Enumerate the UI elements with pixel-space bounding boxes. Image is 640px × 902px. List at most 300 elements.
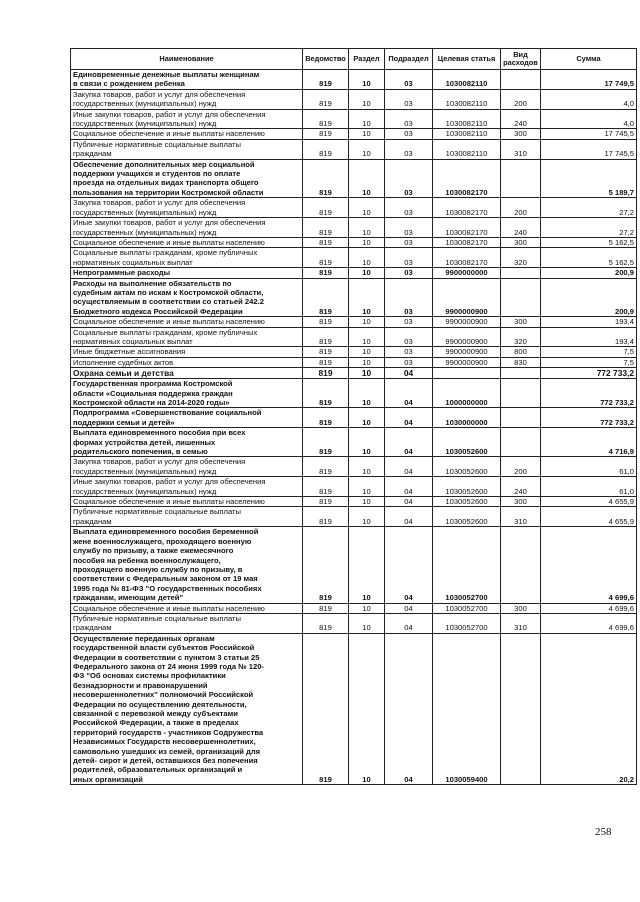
cell-vid: 300 xyxy=(501,237,541,247)
cell-razdel: 10 xyxy=(349,457,385,477)
cell-summa: 4 655,9 xyxy=(541,497,637,507)
cell-vid xyxy=(501,408,541,428)
cell-razdel: 10 xyxy=(349,327,385,347)
cell-razdel: 10 xyxy=(349,368,385,379)
cell-name xyxy=(71,237,303,247)
cell-statya: 1030082170 xyxy=(433,159,501,198)
cell-summa: 4 699,6 xyxy=(541,613,637,633)
cell-vedomstvo: 819 xyxy=(303,507,349,527)
cell-summa: 4 699,6 xyxy=(541,527,637,603)
cell-vid xyxy=(501,278,541,317)
cell-razdel: 10 xyxy=(349,317,385,327)
cell-vedomstvo: 819 xyxy=(303,70,349,90)
cell-name-line: 1995 года № 81-ФЗ "О государственных пособиях xyxy=(73,583,262,593)
cell-name-line: Исполнение судебных актов xyxy=(73,357,174,367)
table-row xyxy=(71,507,637,527)
cell-name xyxy=(71,268,303,278)
cell-name-line: Российской Федерации, а также в пределах xyxy=(73,718,239,728)
cell-name-line: Государственная программа Костромской xyxy=(73,379,233,389)
cell-name xyxy=(71,379,303,408)
table-row xyxy=(71,527,637,603)
cell-summa: 5 162,5 xyxy=(541,237,637,247)
cell-name xyxy=(71,198,303,218)
cell-name-line: Закупка товаров, работ и услуг для обеспечения xyxy=(73,198,246,208)
cell-statya: 1030082170 xyxy=(433,198,501,218)
cell-podrazdel: 03 xyxy=(385,327,433,347)
page-number: 258 xyxy=(595,826,612,838)
col-header-razdel: Раздел xyxy=(349,49,385,70)
cell-statya: 9900000900 xyxy=(433,278,501,317)
cell-vid: 300 xyxy=(501,317,541,327)
col-header-vedomstvo: Ведомство xyxy=(303,49,349,70)
table-row xyxy=(71,633,637,785)
cell-statya: 1030052700 xyxy=(433,603,501,613)
cell-vedomstvo: 819 xyxy=(303,357,349,367)
cell-name xyxy=(71,218,303,238)
cell-vedomstvo: 819 xyxy=(303,603,349,613)
cell-name xyxy=(71,89,303,109)
cell-podrazdel: 04 xyxy=(385,507,433,527)
cell-name xyxy=(71,368,303,379)
cell-name xyxy=(71,70,303,90)
cell-name-line: судебным актам по искам к Костромской области, xyxy=(73,287,264,297)
cell-name-line: гражданам xyxy=(73,623,112,633)
cell-vedomstvo: 819 xyxy=(303,317,349,327)
table-header-row xyxy=(71,49,637,70)
cell-name-line: гражданам xyxy=(73,149,112,159)
cell-vedomstvo: 819 xyxy=(303,218,349,238)
cell-name xyxy=(71,327,303,347)
cell-name-line: пособия на ребенка военнослужащего, xyxy=(73,555,221,565)
cell-vid xyxy=(501,159,541,198)
cell-vid: 300 xyxy=(501,497,541,507)
table-row xyxy=(71,428,637,457)
cell-statya: 1030052600 xyxy=(433,457,501,477)
cell-name-line: службу по призыву, а также ежемесячного xyxy=(73,546,234,556)
cell-summa: 17 749,5 xyxy=(541,70,637,90)
cell-name-line: нормативных социальных выплат xyxy=(73,257,193,267)
cell-razdel: 10 xyxy=(349,497,385,507)
table-body xyxy=(71,70,637,785)
cell-razdel: 10 xyxy=(349,347,385,357)
cell-podrazdel: 03 xyxy=(385,129,433,139)
table-row xyxy=(71,248,637,268)
cell-vedomstvo: 819 xyxy=(303,379,349,408)
cell-razdel: 10 xyxy=(349,159,385,198)
cell-vid: 320 xyxy=(501,248,541,268)
cell-razdel: 10 xyxy=(349,603,385,613)
cell-summa: 5 162,5 xyxy=(541,248,637,268)
cell-razdel: 10 xyxy=(349,428,385,457)
cell-vid: 240 xyxy=(501,218,541,238)
cell-statya: 1030082110 xyxy=(433,139,501,159)
table-row xyxy=(71,408,637,428)
cell-name-line: в связи с рождением ребенка xyxy=(73,79,185,89)
cell-name-line: государственных (муниципальных) нужд xyxy=(73,466,217,476)
cell-statya: 1030000000 xyxy=(433,408,501,428)
cell-name-line: проезда на отдельных видах транспорта общего xyxy=(73,178,259,188)
cell-summa: 20,2 xyxy=(541,633,637,785)
cell-summa: 193,4 xyxy=(541,327,637,347)
cell-podrazdel: 03 xyxy=(385,218,433,238)
cell-razdel: 10 xyxy=(349,408,385,428)
cell-name-line: Иные закупки товаров, работ и услуг для обеспечения xyxy=(73,477,266,487)
table-row xyxy=(71,218,637,238)
cell-vedomstvo: 819 xyxy=(303,278,349,317)
cell-name xyxy=(71,527,303,603)
cell-name-line: гражданам, имеющим детей" xyxy=(73,593,184,603)
cell-vid xyxy=(501,70,541,90)
cell-podrazdel: 04 xyxy=(385,613,433,633)
cell-vid: 240 xyxy=(501,109,541,129)
cell-vid xyxy=(501,633,541,785)
table-row xyxy=(71,109,637,129)
cell-vid: 200 xyxy=(501,457,541,477)
cell-name-line: государственных (муниципальных) нужд xyxy=(73,207,217,217)
table-row xyxy=(71,159,637,198)
cell-summa: 772 733,2 xyxy=(541,379,637,408)
cell-name xyxy=(71,159,303,198)
cell-summa: 4 716,9 xyxy=(541,428,637,457)
cell-summa: 17 745,5 xyxy=(541,129,637,139)
cell-razdel: 10 xyxy=(349,477,385,497)
cell-vedomstvo: 819 xyxy=(303,129,349,139)
cell-name-line: государственных (муниципальных) нужд xyxy=(73,119,217,129)
cell-podrazdel: 04 xyxy=(385,497,433,507)
cell-name xyxy=(71,497,303,507)
cell-statya: 1030082170 xyxy=(433,248,501,268)
cell-summa: 200,9 xyxy=(541,268,637,278)
cell-name-line: формах устройства детей, лишенных xyxy=(73,437,216,447)
cell-name-line: нормативных социальных выплат xyxy=(73,336,193,346)
cell-vedomstvo: 819 xyxy=(303,268,349,278)
col-header-name: Наименование xyxy=(71,49,303,70)
cell-name xyxy=(71,633,303,785)
cell-statya: 1030082110 xyxy=(433,129,501,139)
cell-podrazdel: 04 xyxy=(385,457,433,477)
cell-razdel: 10 xyxy=(349,379,385,408)
cell-name-line: Федерации в соответствии с пунктом 3 статьи 25 xyxy=(73,652,260,662)
cell-podrazdel: 03 xyxy=(385,70,433,90)
col-header-podrazdel: Подраздел xyxy=(385,49,433,70)
cell-podrazdel: 03 xyxy=(385,347,433,357)
cell-statya: 1030082110 xyxy=(433,70,501,90)
cell-vedomstvo: 819 xyxy=(303,527,349,603)
cell-vedomstvo: 819 xyxy=(303,327,349,347)
cell-name xyxy=(71,613,303,633)
cell-name xyxy=(71,248,303,268)
cell-name-line: иных организаций xyxy=(73,774,143,784)
cell-vedomstvo: 819 xyxy=(303,89,349,109)
cell-name-line: жене военнослужащего, проходящего военную xyxy=(73,536,252,546)
cell-name-line: гражданам xyxy=(73,516,112,526)
cell-statya: 1030082110 xyxy=(433,109,501,129)
cell-name xyxy=(71,109,303,129)
cell-vedomstvo: 819 xyxy=(303,408,349,428)
cell-vid: 200 xyxy=(501,89,541,109)
cell-name-line: Публичные нормативные социальные выплаты xyxy=(73,507,241,517)
cell-name-line: проходящего военную службу по призыву, в xyxy=(73,564,243,574)
cell-statya: 1030052600 xyxy=(433,477,501,497)
cell-name-line: связанной с перевозкой между субъектами xyxy=(73,709,238,718)
cell-summa: 772 733,2 xyxy=(541,368,637,379)
budget-table xyxy=(70,48,637,785)
cell-name xyxy=(71,278,303,317)
table-row xyxy=(71,237,637,247)
cell-podrazdel: 03 xyxy=(385,139,433,159)
cell-name-line: Независимых Государств несовершеннолетних, xyxy=(73,737,256,747)
cell-statya: 1000000000 xyxy=(433,379,501,408)
cell-vid: 200 xyxy=(501,198,541,218)
cell-vedomstvo: 819 xyxy=(303,613,349,633)
col-header-vid: Вид расходов xyxy=(501,49,541,70)
cell-name-line: Иные бюджетные ассигнования xyxy=(73,347,186,357)
cell-name-line: Социальное обеспечение и иные выплаты населению xyxy=(73,129,265,139)
cell-podrazdel: 03 xyxy=(385,109,433,129)
cell-podrazdel: 03 xyxy=(385,317,433,327)
cell-vedomstvo: 819 xyxy=(303,159,349,198)
cell-vid: 240 xyxy=(501,477,541,497)
cell-name-line: Выплата единовременного пособия при всех xyxy=(73,428,246,438)
cell-razdel: 10 xyxy=(349,633,385,785)
cell-razdel: 10 xyxy=(349,613,385,633)
cell-name-line: государственных (муниципальных) нужд xyxy=(73,227,217,237)
cell-name xyxy=(71,507,303,527)
cell-name xyxy=(71,428,303,457)
cell-vedomstvo: 819 xyxy=(303,139,349,159)
cell-summa: 61,0 xyxy=(541,457,637,477)
table-row xyxy=(71,327,637,347)
cell-podrazdel: 04 xyxy=(385,408,433,428)
cell-razdel: 10 xyxy=(349,218,385,238)
cell-name-line: Социальное обеспечение и иные выплаты населению xyxy=(73,497,265,507)
cell-statya: 1030052700 xyxy=(433,613,501,633)
cell-name-line: безнадзорности и правонарушений xyxy=(73,680,208,690)
cell-statya xyxy=(433,368,501,379)
cell-summa: 200,9 xyxy=(541,278,637,317)
cell-statya: 1030052600 xyxy=(433,428,501,457)
cell-name-line: Костромской области на 2014-2020 годы» xyxy=(73,398,230,407)
cell-statya: 9900000900 xyxy=(433,357,501,367)
cell-vid xyxy=(501,268,541,278)
cell-summa: 193,4 xyxy=(541,317,637,327)
cell-name-line: Социальные выплаты гражданам, кроме публичных xyxy=(73,327,258,337)
table-row xyxy=(71,379,637,408)
cell-name-line: Социальное обеспечение и иные выплаты населению xyxy=(73,317,265,327)
cell-vedomstvo: 819 xyxy=(303,633,349,785)
cell-vedomstvo: 819 xyxy=(303,497,349,507)
cell-summa: 5 189,7 xyxy=(541,159,637,198)
cell-name-line: соответствии с Федеральным законом от 19 мая xyxy=(73,574,258,584)
cell-name-line: поддержки семьи и детей» xyxy=(73,417,175,427)
cell-name-line: Расходы на выполнение обязательств по xyxy=(73,278,232,288)
cell-name-line: пользования на территории Костромской области xyxy=(73,187,264,197)
cell-podrazdel: 04 xyxy=(385,368,433,379)
cell-podrazdel: 03 xyxy=(385,248,433,268)
cell-name-line: государственных (муниципальных) нужд xyxy=(73,99,217,109)
cell-podrazdel: 04 xyxy=(385,428,433,457)
cell-podrazdel: 03 xyxy=(385,357,433,367)
cell-name-line: Публичные нормативные социальные выплаты xyxy=(73,613,241,623)
cell-name-line: родительского попечения, в семью xyxy=(73,447,208,457)
col-header-statya: Целевая статья xyxy=(433,49,501,70)
cell-statya: 1030082170 xyxy=(433,237,501,247)
cell-name-line: детей- сирот и детей, оставшихся без попечения xyxy=(73,756,258,766)
cell-razdel: 10 xyxy=(349,268,385,278)
cell-razdel: 10 xyxy=(349,357,385,367)
cell-vedomstvo: 819 xyxy=(303,237,349,247)
cell-summa: 27,2 xyxy=(541,218,637,238)
cell-razdel: 10 xyxy=(349,70,385,90)
cell-name-line: поддержки учащихся и студентов по оплате xyxy=(73,169,241,179)
cell-name xyxy=(71,408,303,428)
cell-name-line: Публичные нормативные социальные выплаты xyxy=(73,139,241,149)
cell-statya: 1030059400 xyxy=(433,633,501,785)
cell-name-line: Закупка товаров, работ и услуг для обеспечения xyxy=(73,89,246,99)
cell-statya: 1030082170 xyxy=(433,218,501,238)
cell-razdel: 10 xyxy=(349,109,385,129)
cell-name-line: Непрограммные расходы xyxy=(73,268,171,278)
table-row xyxy=(71,89,637,109)
cell-razdel: 10 xyxy=(349,198,385,218)
table-row xyxy=(71,347,637,357)
cell-podrazdel: 04 xyxy=(385,603,433,613)
cell-vedomstvo: 819 xyxy=(303,248,349,268)
cell-name-line: Охрана семьи и детства xyxy=(73,368,174,379)
cell-name xyxy=(71,317,303,327)
cell-name xyxy=(71,139,303,159)
cell-statya: 1030082110 xyxy=(433,89,501,109)
cell-podrazdel: 04 xyxy=(385,477,433,497)
cell-summa: 772 733,2 xyxy=(541,408,637,428)
cell-name-line: государственной власти субъектов Российской xyxy=(73,643,255,653)
cell-name-line: Федерального закона от 24 июня 1999 года № 120- xyxy=(73,661,264,671)
cell-vedomstvo: 819 xyxy=(303,428,349,457)
cell-vid xyxy=(501,379,541,408)
cell-name-line: Осуществление переданных органам xyxy=(73,633,215,643)
cell-vid: 830 xyxy=(501,357,541,367)
cell-razdel: 10 xyxy=(349,237,385,247)
cell-podrazdel: 03 xyxy=(385,198,433,218)
cell-name-line: территорий государств - участников Содружества xyxy=(73,727,264,737)
cell-name-line: Бюджетного кодекса Российской Федерации xyxy=(73,306,243,316)
table-row xyxy=(71,368,637,379)
cell-name-line: несовершеннолетних" полномочий Российской xyxy=(73,690,254,700)
cell-name-line: Иные закупки товаров, работ и услуг для обеспечения xyxy=(73,218,266,228)
cell-vid xyxy=(501,527,541,603)
cell-razdel: 10 xyxy=(349,129,385,139)
cell-podrazdel: 03 xyxy=(385,237,433,247)
cell-podrazdel: 04 xyxy=(385,633,433,785)
cell-name-line: Иные закупки товаров, работ и услуг для обеспечения xyxy=(73,109,266,119)
table-row xyxy=(71,268,637,278)
table-row xyxy=(71,613,637,633)
cell-vid: 310 xyxy=(501,507,541,527)
cell-summa: 4 699,6 xyxy=(541,603,637,613)
table-row xyxy=(71,129,637,139)
cell-razdel: 10 xyxy=(349,248,385,268)
budget-table-sheet xyxy=(70,48,636,785)
cell-name-line: Подпрограмма «Совершенствование социальной xyxy=(73,408,262,418)
cell-name xyxy=(71,357,303,367)
cell-name-line: родителей, образовательных организаций и xyxy=(73,765,243,775)
table-row xyxy=(71,198,637,218)
cell-vedomstvo: 819 xyxy=(303,368,349,379)
table-row xyxy=(71,357,637,367)
cell-name-line: ФЗ "Об основах системы профилактики xyxy=(73,671,226,681)
cell-podrazdel: 04 xyxy=(385,379,433,408)
table-row xyxy=(71,497,637,507)
cell-name-line: области «Социальная поддержка граждан xyxy=(73,388,233,398)
cell-summa: 7,5 xyxy=(541,357,637,367)
col-header-summa: Сумма xyxy=(541,49,637,70)
cell-summa: 7,5 xyxy=(541,347,637,357)
cell-podrazdel: 03 xyxy=(385,159,433,198)
cell-name xyxy=(71,477,303,497)
cell-name-line: Федерации по осуществлению деятельности, xyxy=(73,699,247,709)
cell-razdel: 10 xyxy=(349,139,385,159)
cell-vedomstvo: 819 xyxy=(303,198,349,218)
table-row xyxy=(71,603,637,613)
cell-summa: 27,2 xyxy=(541,198,637,218)
cell-vid: 300 xyxy=(501,603,541,613)
cell-razdel: 10 xyxy=(349,89,385,109)
cell-name xyxy=(71,603,303,613)
cell-summa: 4,0 xyxy=(541,89,637,109)
cell-name-line: Закупка товаров, работ и услуг для обеспечения xyxy=(73,457,246,467)
table-row xyxy=(71,457,637,477)
cell-statya: 9900000900 xyxy=(433,327,501,347)
cell-name xyxy=(71,457,303,477)
cell-statya: 1030052600 xyxy=(433,497,501,507)
cell-vedomstvo: 819 xyxy=(303,347,349,357)
table-row xyxy=(71,477,637,497)
cell-vedomstvo: 819 xyxy=(303,457,349,477)
cell-summa: 17 745,5 xyxy=(541,139,637,159)
cell-vid: 310 xyxy=(501,139,541,159)
cell-name-line: осуществляемым в соответствии со статьей 242.2 xyxy=(73,297,264,307)
cell-statya: 1030052700 xyxy=(433,527,501,603)
cell-podrazdel: 03 xyxy=(385,278,433,317)
cell-vedomstvo: 819 xyxy=(303,477,349,497)
cell-name-line: Единовременные денежные выплаты женщинам xyxy=(73,70,260,79)
cell-name-line: Социальные выплаты гражданам, кроме публичных xyxy=(73,248,258,258)
cell-statya: 9900000000 xyxy=(433,268,501,278)
table-row xyxy=(71,70,637,90)
cell-name-line: самовольно ушедших из семей, организаций для xyxy=(73,746,261,756)
cell-name-line: Социальное обеспечение и иные выплаты населению xyxy=(73,603,265,613)
cell-podrazdel: 03 xyxy=(385,268,433,278)
cell-vedomstvo: 819 xyxy=(303,109,349,129)
cell-name-line: государственных (муниципальных) нужд xyxy=(73,486,217,496)
cell-vid: 800 xyxy=(501,347,541,357)
cell-vid xyxy=(501,368,541,379)
table-row xyxy=(71,278,637,317)
cell-vid: 320 xyxy=(501,327,541,347)
cell-vid: 300 xyxy=(501,129,541,139)
cell-name xyxy=(71,129,303,139)
cell-name-line: Выплата единовременного пособия беременной xyxy=(73,527,259,537)
cell-podrazdel: 03 xyxy=(385,89,433,109)
cell-statya: 9900000900 xyxy=(433,317,501,327)
cell-vid: 310 xyxy=(501,613,541,633)
cell-razdel: 10 xyxy=(349,278,385,317)
cell-statya: 1030052600 xyxy=(433,507,501,527)
table-row xyxy=(71,139,637,159)
cell-summa: 61,0 xyxy=(541,477,637,497)
cell-razdel: 10 xyxy=(349,507,385,527)
cell-summa: 4,0 xyxy=(541,109,637,129)
